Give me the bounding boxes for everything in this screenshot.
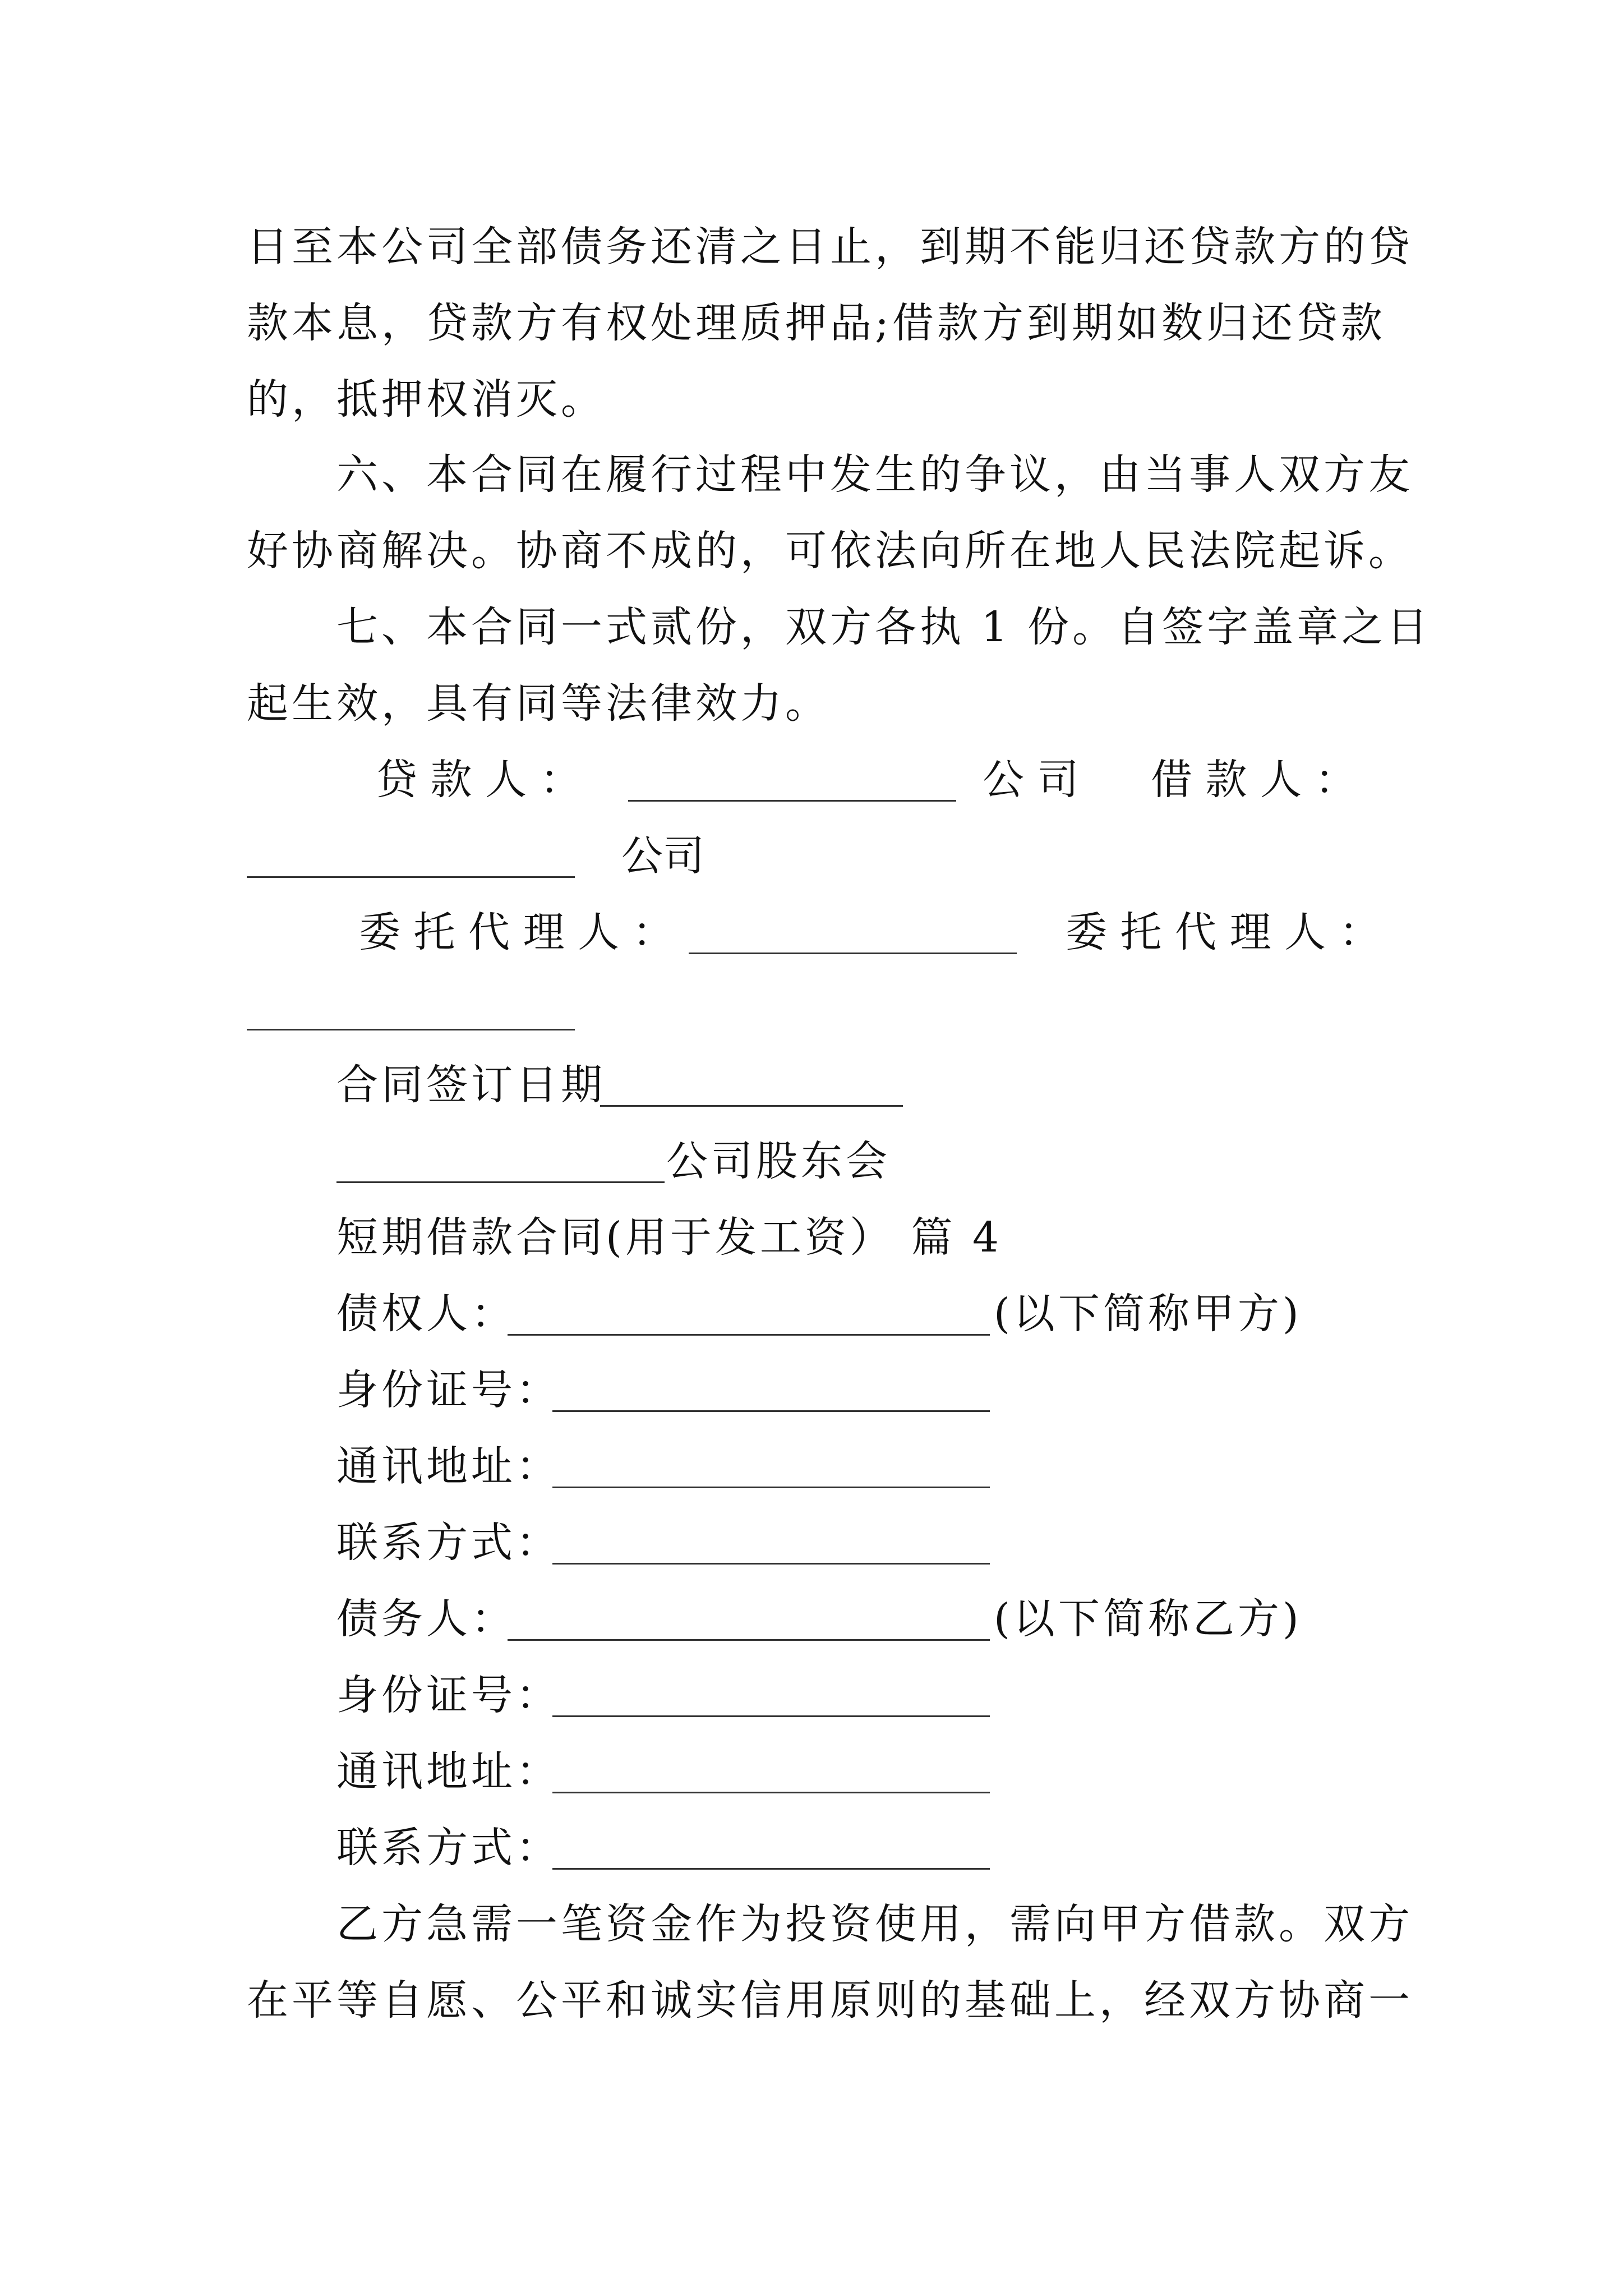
- lender-blank: [628, 794, 956, 802]
- agent-label: 委 托 代 理 人 ：: [1066, 908, 1381, 956]
- creditor-suffix: (以下简称甲方): [994, 1290, 1302, 1338]
- company-label: 公司: [621, 832, 704, 880]
- paragraph-line: 款本息，贷款方有权处理质押品;借款方到期如数归还贷款: [247, 299, 1386, 347]
- debtor-address-label: 通讯地址：: [336, 1747, 561, 1796]
- company-name-blank: [336, 1176, 665, 1183]
- paragraph-line: 的，抵押权消灭。: [247, 375, 606, 424]
- creditor-id-label: 身份证号：: [336, 1366, 561, 1414]
- debtor-suffix: (以下简称乙方): [994, 1595, 1302, 1643]
- clause-7-line: 起生效，具有同等法律效力。: [247, 679, 830, 728]
- creditor-address-blank: [552, 1481, 990, 1488]
- agent-blank: [689, 947, 1017, 954]
- debtor-address-blank: [552, 1786, 990, 1793]
- debtor-contact-blank: [552, 1862, 990, 1870]
- borrower-label: 借 款 人 ：: [1151, 756, 1357, 804]
- sign-date-blank: [600, 1099, 903, 1107]
- debtor-label: 债务人：: [336, 1595, 516, 1643]
- sign-date-label: 合同签订日期: [336, 1061, 606, 1109]
- debtor-blank: [508, 1634, 990, 1641]
- creditor-address-label: 通讯地址：: [336, 1442, 561, 1490]
- clause-6-line: 好协商解决。协商不成的，可依法向所在地人民法院起诉。: [247, 527, 1413, 575]
- paragraph-line: 日至本公司全部债务还清之日止，到期不能归还贷款方的贷: [247, 223, 1413, 271]
- shareholders-meeting: 公司股东会: [666, 1137, 891, 1185]
- debtor-contact-label: 联系方式：: [336, 1824, 561, 1872]
- creditor-id-blank: [552, 1405, 990, 1412]
- creditor-label: 债权人：: [336, 1290, 516, 1338]
- borrower-blank: [247, 871, 575, 878]
- debtor-id-blank: [552, 1710, 990, 1717]
- section-title: 短期借款合同(用于发工资） 篇 4: [336, 1213, 1002, 1262]
- creditor-contact-blank: [552, 1557, 990, 1565]
- agent-blank: [247, 1023, 575, 1030]
- debtor-id-label: 身份证号：: [336, 1671, 561, 1719]
- lender-label: 贷 款 人 ：: [376, 756, 582, 804]
- intro-line: 乙方急需一笔资金作为投资使用，需向甲方借款。双方: [336, 1900, 1413, 1948]
- company-label: 公 司: [983, 756, 1079, 804]
- clause-7-line: 七、本合同一式贰份，双方各执 1 份。自签字盖章之日: [336, 603, 1432, 651]
- agent-label: 委 托 代 理 人 ：: [359, 908, 674, 956]
- intro-line: 在平等自愿、公平和诚实信用原则的基础上，经双方协商一: [247, 1976, 1413, 2024]
- clause-6-line: 六、本合同在履行过程中发生的争议，由当事人双方友: [336, 450, 1413, 499]
- creditor-contact-label: 联系方式：: [336, 1519, 561, 1567]
- creditor-blank: [508, 1328, 990, 1336]
